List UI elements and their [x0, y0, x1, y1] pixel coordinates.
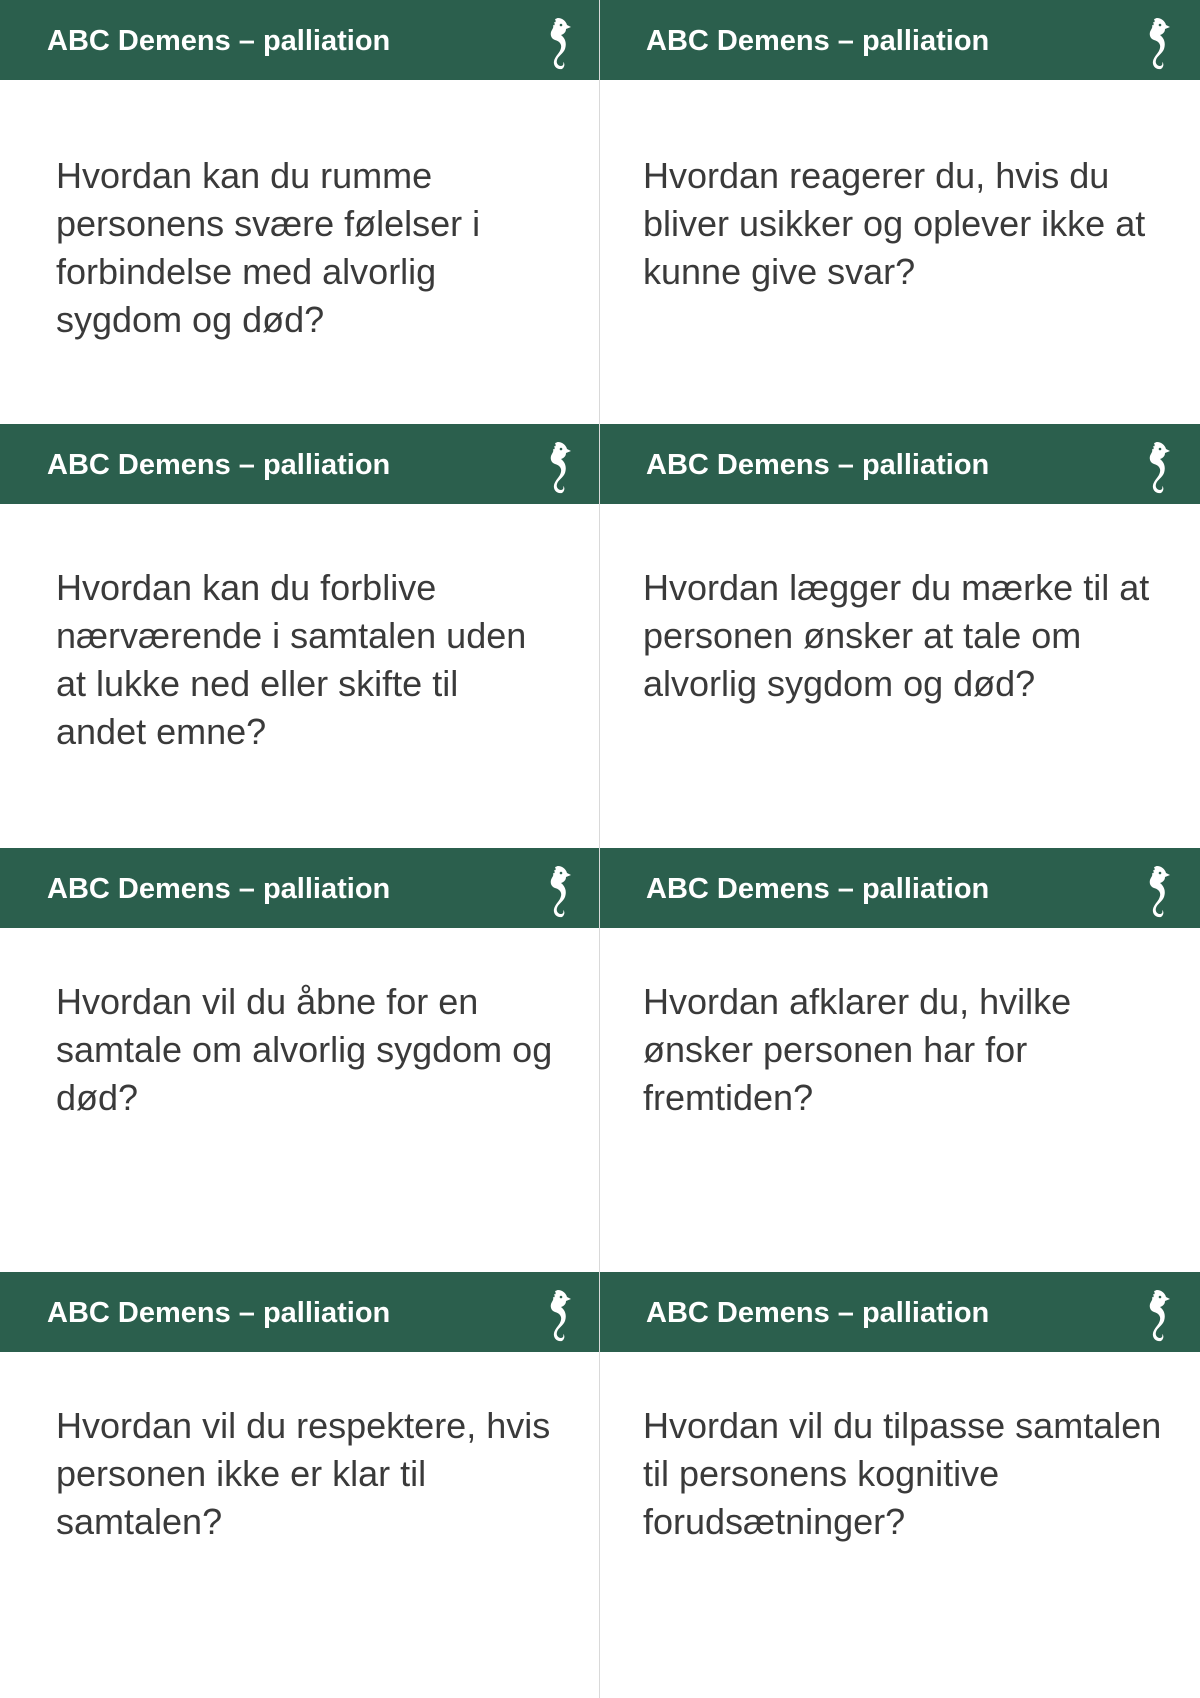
card-header — [0, 1272, 599, 1352]
seahorse-icon — [1143, 440, 1171, 494]
question-card — [0, 0, 600, 424]
card-header — [600, 424, 1200, 504]
card-header-title: ABC Demens – palliation — [646, 25, 990, 57]
card-header — [0, 848, 599, 928]
card-question: Hvordan kan du rumme personens svære følelser i forbindelse med alvorlig sygdom og død? — [56, 155, 481, 340]
card-question: Hvordan vil du åbne for en samtale om alvorlig sygdom og død? — [56, 981, 553, 1118]
seahorse-icon — [1143, 16, 1171, 70]
question-card — [600, 848, 1200, 1272]
card-header — [0, 424, 599, 504]
question-card — [600, 424, 1200, 848]
card-question: Hvordan afklarer du, hvilke ønsker personen har for fremtiden? — [643, 981, 1072, 1118]
card-header — [600, 848, 1200, 928]
card-header-title: ABC Demens – palliation — [47, 1297, 391, 1329]
question-card — [600, 0, 1200, 424]
card-header-title: ABC Demens – palliation — [47, 449, 391, 481]
card-header-title: ABC Demens – palliation — [646, 1297, 990, 1329]
card-question: Hvordan reagerer du, hvis du bliver usikker og oplever ikke at kunne give svar? — [643, 155, 1146, 292]
card-question: Hvordan vil du respektere, hvis personen ikke er klar til samtalen? — [56, 1405, 551, 1542]
card-header-title: ABC Demens – palliation — [47, 25, 391, 57]
card-header-title: ABC Demens – palliation — [47, 873, 391, 905]
card-question: Hvordan kan du forblive nærværende i samtalen uden at lukke ned eller skifte til andet emne? — [56, 567, 527, 752]
seahorse-icon — [544, 1288, 572, 1342]
question-card — [0, 424, 600, 848]
seahorse-icon — [1143, 1288, 1171, 1342]
card-header — [600, 0, 1200, 80]
seahorse-icon — [1143, 864, 1171, 918]
question-card — [0, 848, 600, 1272]
question-card — [600, 1272, 1200, 1698]
card-header — [600, 1272, 1200, 1352]
card-header — [0, 0, 599, 80]
seahorse-icon — [544, 864, 572, 918]
card-header-title: ABC Demens – palliation — [646, 449, 990, 481]
card-question: Hvordan lægger du mærke til at personen ønsker at tale om alvorlig sygdom og død? — [643, 567, 1150, 704]
seahorse-icon — [544, 440, 572, 494]
card-header-title: ABC Demens – palliation — [646, 873, 990, 905]
seahorse-icon — [544, 16, 572, 70]
card-question: Hvordan vil du tilpasse samtalen til personens kognitive forudsætninger? — [643, 1405, 1162, 1542]
question-card — [0, 1272, 600, 1698]
